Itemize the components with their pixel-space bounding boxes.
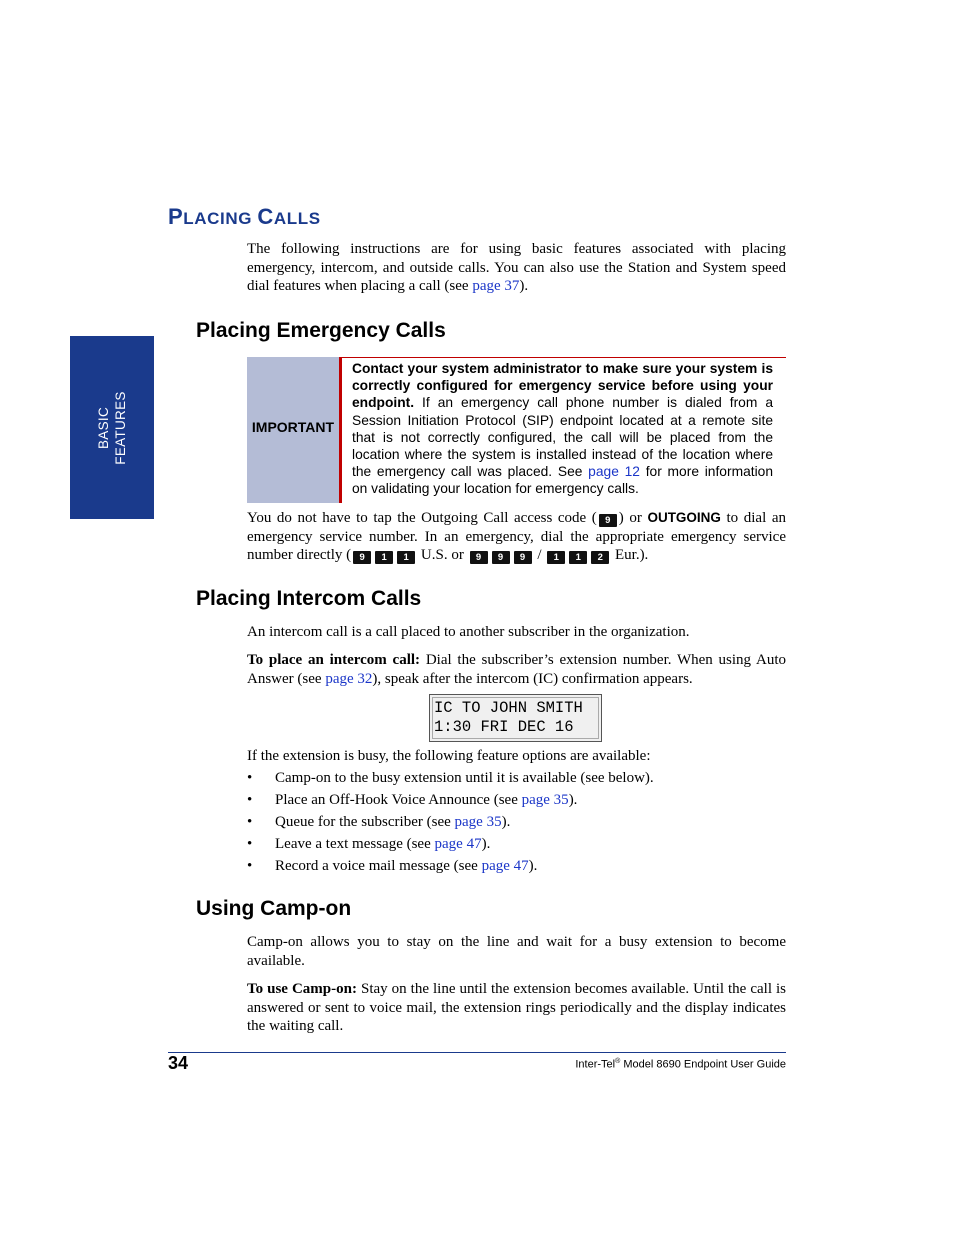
key-us-2: 1 bbox=[375, 551, 393, 564]
list-item-link[interactable]: page 47 bbox=[434, 836, 482, 852]
list-item-end: ). bbox=[481, 836, 491, 852]
list-item bbox=[247, 857, 786, 879]
important-top-rule bbox=[342, 357, 786, 358]
list-item-link[interactable]: page 35 bbox=[454, 814, 502, 830]
side-tab-label bbox=[95, 391, 129, 464]
key-eur-b2: 1 bbox=[569, 551, 587, 564]
display-line-2: 1:30 FRI DEC 16 bbox=[434, 718, 574, 736]
list-item-end: ). bbox=[568, 792, 578, 808]
list-item bbox=[247, 769, 786, 791]
footer-guide-title bbox=[575, 1058, 786, 1071]
key-eur-b1: 1 bbox=[547, 551, 565, 564]
emergency-text-1: You do not have to tap the Outgoing Call access code ( bbox=[247, 510, 597, 526]
heading-emergency: Placing Emergency Calls bbox=[196, 319, 446, 342]
campon-bold: To use Camp-on: bbox=[247, 981, 357, 997]
footer-model: Model 8690 Endpoint User Guide bbox=[620, 1058, 786, 1071]
list-item-text: Leave a text message (see bbox=[275, 836, 435, 852]
side-tab-line2: FEATURES bbox=[113, 391, 128, 465]
campon-text: Stay on the line until the extension becomes available. Until the call is answered or sent to voice mail, the extension rings periodically and the display indicates the waiting call. bbox=[247, 981, 787, 1034]
intro-text: The following instructions are for using basic features associated with placing emergency, intercom, and outside calls. You can also use the Station and System speed dial features when placing a call (see bbox=[247, 241, 786, 294]
important-label: IMPORTANT bbox=[251, 419, 335, 435]
busy-options-list bbox=[247, 769, 786, 879]
key-eur-b3: 2 bbox=[591, 551, 609, 564]
list-item-link[interactable]: page 35 bbox=[521, 792, 569, 808]
heading-campon: Using Camp-on bbox=[196, 897, 352, 920]
eur-label: Eur.). bbox=[611, 547, 649, 563]
list-item-text: Record a voice mail message (see bbox=[275, 858, 482, 874]
footer-rule bbox=[168, 1052, 786, 1053]
key-eur-a3: 9 bbox=[514, 551, 532, 564]
us-label: U.S. or bbox=[417, 547, 468, 563]
section-title bbox=[168, 204, 321, 230]
phone-display bbox=[429, 694, 602, 742]
emergency-paragraph bbox=[247, 509, 786, 565]
list-item bbox=[247, 813, 786, 835]
side-tab-line1: BASIC bbox=[96, 406, 111, 450]
important-label-cell bbox=[247, 357, 339, 503]
important-link[interactable]: page 12 bbox=[588, 464, 640, 480]
important-bold: Contact your system administrator to make sure your system is correctly configured for emergency service before using your endpoint. bbox=[352, 361, 773, 411]
intro-link[interactable]: page 37 bbox=[472, 278, 520, 294]
list-item-end: ). bbox=[501, 814, 511, 830]
emergency-text-3: to dial an emergency service number. In an emergency, dial the appropriate emergency service number directly ( bbox=[247, 510, 786, 563]
list-item-text: Place an Off-Hook Voice Announce (see bbox=[275, 792, 522, 808]
heading-intercom: Placing Intercom Calls bbox=[196, 587, 422, 610]
intro-end: ). bbox=[519, 278, 529, 294]
list-item bbox=[247, 791, 786, 813]
display-line-1: IC TO JOHN SMITH bbox=[434, 699, 583, 717]
intercom-paragraph-1: An intercom call is a call placed to another subscriber in the organization. bbox=[247, 624, 690, 640]
campon-paragraph-2 bbox=[247, 980, 786, 1036]
list-item-text: Camp-on to the busy extension until it is available (see below). bbox=[275, 770, 654, 786]
list-item-link[interactable]: page 47 bbox=[481, 858, 529, 874]
key-us-1: 9 bbox=[353, 551, 371, 564]
key-eur-a1: 9 bbox=[470, 551, 488, 564]
intercom-paragraph-3: If the extension is busy, the following feature options are available: bbox=[247, 748, 651, 764]
intercom-bold: To place an intercom call: bbox=[247, 652, 421, 668]
side-tab bbox=[70, 336, 154, 519]
emergency-text-2: ) or bbox=[618, 510, 648, 526]
intro-paragraph bbox=[247, 240, 786, 296]
intercom-end: ), speak after the intercom (IC) confirmation appears. bbox=[372, 670, 693, 687]
campon-paragraph-1: Camp-on allows you to stay on the line and wait for a busy extension to become available. bbox=[247, 934, 786, 969]
footer-brand: Inter-Tel bbox=[575, 1058, 616, 1071]
section-title-p: P bbox=[168, 204, 184, 229]
important-note bbox=[247, 357, 786, 503]
list-item bbox=[247, 835, 786, 857]
eur-slash: / bbox=[533, 547, 546, 563]
intercom-paragraph-2 bbox=[247, 651, 786, 688]
footer-reg: ® bbox=[615, 1058, 621, 1065]
list-item-text: Queue for the subscriber (see bbox=[275, 814, 455, 830]
important-body: If an emergency call phone number is dialed from a Session Initiation Protocol (SIP) endpoint located at a remote site that is not correctly configured, the call will be placed from the location where the system is installed instead of the location where the emergency call was placed. See bbox=[352, 395, 773, 480]
key-9-outgoing: 9 bbox=[599, 514, 617, 527]
outgoing-label: OUTGOING bbox=[647, 510, 721, 525]
important-text bbox=[352, 360, 773, 498]
important-red-bar bbox=[339, 357, 342, 503]
section-title-part2: ALLS bbox=[273, 209, 321, 228]
section-title-c: C bbox=[257, 204, 274, 229]
page-number: 34 bbox=[168, 1053, 189, 1073]
list-item-end: ). bbox=[528, 858, 538, 874]
section-title-part1: LACING bbox=[183, 209, 258, 228]
intercom-link[interactable]: page 32 bbox=[325, 670, 373, 687]
intercom-text: Dial the subscriber’s extension number. When using Auto Answer (see bbox=[247, 652, 786, 687]
key-us-3: 1 bbox=[397, 551, 415, 564]
important-end: for more information on validating your location for emergency calls. bbox=[352, 464, 773, 497]
key-eur-a2: 9 bbox=[492, 551, 510, 564]
